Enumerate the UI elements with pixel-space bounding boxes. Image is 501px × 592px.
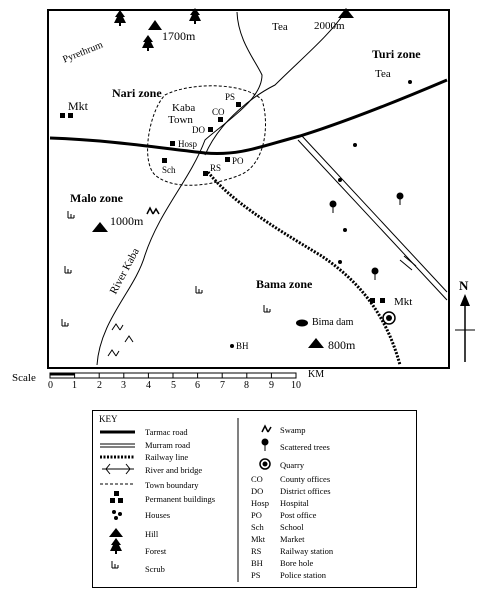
bima-dam-shape [296, 320, 308, 327]
height-1700-label: 1700m [162, 29, 196, 43]
building-icon [162, 158, 167, 163]
forest-icon [142, 35, 154, 51]
bh-label: BH [236, 341, 249, 351]
key-item-river-bridge: River and bridge [145, 465, 203, 475]
key-item-railway-line: Railway line [145, 452, 189, 462]
key-abbr-do-meaning: District offices [280, 486, 331, 496]
scattered-tree-icon [372, 268, 379, 281]
turi-zone-label: Turi zone [372, 47, 421, 61]
swamp-icon [108, 350, 119, 356]
scale-tick-10: 10 [291, 380, 301, 391]
railway-line [208, 172, 400, 365]
key-abbr-bh-meaning: Bore hole [280, 558, 314, 568]
murram-road [298, 136, 447, 300]
house-icon [353, 143, 357, 147]
forest-icon [114, 10, 126, 26]
swamp-icon [125, 336, 133, 342]
quarry-icon-inner [386, 315, 392, 321]
scale-tick-1: 1 [72, 380, 77, 391]
key-item-town-boundary: Town boundary [145, 480, 199, 490]
tea-top-label: Tea [272, 21, 288, 33]
key-abbr-ps-meaning: Police station [280, 570, 327, 580]
bama-zone-label: Bama zone [256, 277, 313, 291]
height-800-label: 800m [328, 338, 356, 352]
scale-tick-2: 2 [97, 380, 102, 391]
key-item-tarmac-road: Tarmac road [145, 427, 188, 437]
tarmac-road [50, 80, 447, 154]
key-abbr-sch-meaning: School [280, 522, 304, 532]
scale-tick-3: 3 [121, 380, 126, 391]
north-label: N [459, 278, 469, 293]
ps-label: PS [225, 92, 236, 102]
scrub-icon [65, 266, 71, 273]
scale-label: Scale [12, 372, 36, 384]
building-icon [218, 117, 223, 122]
scrub-icon [68, 211, 74, 218]
key-item-quarry: Quarry [280, 460, 305, 470]
building-icon [225, 157, 230, 162]
hill-icon [308, 338, 324, 348]
scrub-icon [264, 305, 270, 312]
building-icon [170, 141, 175, 146]
co-label: CO [212, 107, 225, 117]
scale-unit: KM [308, 369, 325, 380]
scrub-icon [196, 286, 202, 293]
building-icon [208, 127, 213, 132]
hill-icon [92, 222, 108, 232]
scattered-tree-icon [397, 193, 404, 206]
map-frame [48, 10, 449, 368]
building-icon [68, 113, 73, 118]
scale-tick-6: 6 [195, 380, 200, 391]
po-label: PO [232, 156, 244, 166]
kaba-town-label-2: Town [168, 114, 193, 126]
river-tributary [205, 12, 345, 155]
scale-tick-4: 4 [146, 380, 151, 391]
house-icon [408, 80, 412, 84]
scattered-tree-icon [330, 201, 337, 214]
building-icon [236, 102, 241, 107]
key-abbr-rs-meaning: Railway station [280, 546, 334, 556]
house-icon [230, 344, 234, 348]
key-abbr-ps: PS [251, 570, 261, 580]
scale-tick-0: 0 [48, 380, 53, 391]
hill-icon [148, 20, 162, 30]
river-kaba [97, 12, 262, 365]
scale-tick-8: 8 [244, 380, 249, 391]
north-arrow-head [460, 294, 470, 306]
key-item-permanent-buildings: Permanent buildings [145, 494, 216, 504]
key-abbr-hosp: Hosp [251, 498, 269, 508]
scale-ticks [75, 373, 272, 378]
height-1000-label: 1000m [110, 214, 144, 228]
key-abbr-sch: Sch [251, 522, 264, 532]
scale-tick-9: 9 [269, 380, 274, 391]
building-icon [60, 113, 65, 118]
building-icon [380, 298, 385, 303]
scale-tick-7: 7 [220, 380, 225, 391]
sch-label: Sch [162, 165, 176, 175]
swamp-icon [112, 324, 123, 330]
height-2000-label: 2000m [314, 20, 345, 32]
scrub-icon [62, 319, 68, 326]
key-abbr-co-meaning: County offices [280, 474, 331, 484]
mkt-right-label: Mkt [394, 296, 413, 308]
key-abbr-po-meaning: Post office [280, 510, 317, 520]
key-abbr-bh: BH [251, 558, 263, 568]
key-abbr-hosp-meaning: Hospital [280, 498, 309, 508]
hosp-label: Hosp [178, 139, 198, 149]
key-item-houses: Houses [145, 510, 171, 520]
nari-zone-label: Nari zone [112, 86, 162, 100]
key-abbr-po: PO [251, 510, 262, 520]
key-abbr-co: CO [251, 474, 263, 484]
key-item-forest: Forest [145, 546, 167, 556]
key-abbr-mkt-meaning: Market [280, 534, 305, 544]
do-label: DO [192, 125, 205, 135]
building-icon [370, 298, 375, 303]
key-item-scattered-trees: Scattered trees [280, 442, 330, 452]
kaba-town-label-1: Kaba [172, 102, 196, 114]
house-icon [338, 178, 342, 182]
river-kaba-label: River Kaba [107, 246, 142, 297]
key-item-scrub: Scrub [145, 564, 165, 574]
swamp-icon [147, 208, 159, 214]
bima-dam-label: Bima dam [312, 317, 354, 328]
tea-right-label: Tea [375, 68, 391, 80]
house-icon [343, 228, 347, 232]
key-abbr-rs: RS [251, 546, 262, 556]
building-icon [203, 171, 208, 176]
pyrethrum-label: Pyrethrum [61, 39, 105, 66]
house-icon [338, 260, 342, 264]
key-abbr-do: DO [251, 486, 264, 496]
mkt-left-label: Mkt [68, 99, 89, 113]
rs-label: RS [210, 163, 222, 173]
key-title: KEY [99, 414, 118, 424]
key-item-murram-road: Murram road [145, 440, 191, 450]
scale-tick-5: 5 [171, 380, 176, 391]
key-item-swamp: Swamp [280, 425, 306, 435]
key-abbr-mkt: Mkt [251, 534, 266, 544]
malo-zone-label: Malo zone [70, 191, 123, 205]
key-item-hill: Hill [145, 529, 159, 539]
